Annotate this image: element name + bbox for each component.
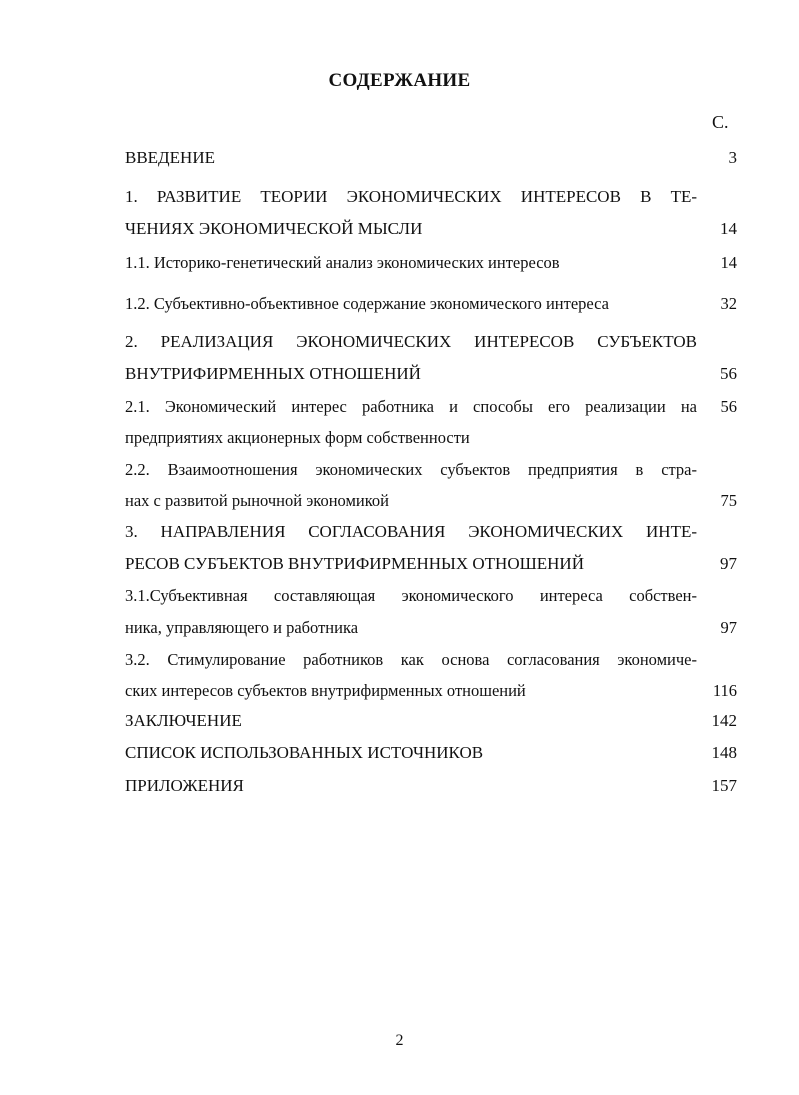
toc-entry-page: 157	[711, 776, 737, 795]
toc-section-3-1-line2[interactable]	[125, 618, 737, 638]
toc-entry-page: 75	[720, 491, 737, 510]
toc-section-2-2-line1[interactable]	[125, 460, 737, 480]
toc-section-3-2-line2[interactable]	[125, 681, 737, 701]
toc-entry-page: 14	[720, 219, 737, 238]
toc-entry-text: предприятиях акционерных форм собственности	[125, 428, 470, 447]
toc-entry-text: 2. РЕАЛИЗАЦИЯ ЭКОНОМИЧЕСКИХ ИНТЕРЕСОВ СУБЪЕКТОВ	[125, 332, 697, 351]
toc-chapter-3-line2[interactable]	[125, 554, 737, 574]
toc-chapter-1-line2[interactable]	[125, 219, 737, 239]
toc-section-1-2[interactable]	[125, 294, 737, 314]
toc-section-2-2-line2[interactable]	[125, 491, 737, 511]
toc-chapter-1-line1[interactable]	[125, 187, 737, 207]
toc-chapter-2-line1[interactable]	[125, 332, 737, 352]
page-number: 2	[395, 1032, 404, 1049]
toc-entry-text: 2.2. Взаимоотношения экономических субъектов предприятия в стра-	[125, 460, 697, 479]
toc-entry-page: 116	[712, 681, 737, 700]
toc-section-2-1-line2[interactable]	[125, 428, 737, 448]
toc-section-1-1[interactable]	[125, 253, 737, 273]
toc-entry-text: ских интересов субъектов внутрифирменных отношений	[125, 681, 526, 700]
toc-entry-text: ЧЕНИЯХ ЭКОНОМИЧЕСКОЙ МЫСЛИ	[125, 219, 423, 238]
toc-entry-sources[interactable]	[125, 743, 737, 763]
toc-entry-page: 14	[720, 253, 737, 272]
toc-entry-page: 148	[711, 743, 737, 762]
toc-section-2-1-line1[interactable]	[125, 397, 737, 417]
toc-chapter-2-line2[interactable]	[125, 364, 737, 384]
toc-entry-page: 56	[720, 397, 737, 416]
toc-entry-text: СПИСОК ИСПОЛЬЗОВАННЫХ ИСТОЧНИКОВ	[125, 743, 484, 762]
toc-entry-appendix[interactable]	[125, 776, 737, 796]
toc-entry-text: РЕСОВ СУБЪЕКТОВ ВНУТРИФИРМЕННЫХ ОТНОШЕНИЙ	[125, 554, 584, 573]
toc-entry-text: нах с развитой рыночной экономикой	[125, 491, 390, 510]
toc-entry-text: 2.1. Экономический интерес работника и способы его реализации на	[125, 397, 697, 416]
toc-entry-page: 97	[720, 554, 737, 573]
toc-entry-text: ВНУТРИФИРМЕННЫХ ОТНОШЕНИЙ	[125, 364, 421, 383]
toc-chapter-3-line1[interactable]	[125, 522, 737, 542]
toc-entry-text: ПРИЛОЖЕНИЯ	[125, 776, 244, 795]
toc-entry-page: 32	[720, 294, 737, 313]
toc-entry-conclusion[interactable]	[125, 711, 737, 731]
toc-entry-page: 56	[720, 364, 737, 383]
toc-entry-text: 3. НАПРАВЛЕНИЯ СОГЛАСОВАНИЯ ЭКОНОМИЧЕСКИХ ИНТЕ-	[125, 522, 697, 541]
toc-entry-text: 1.1. Историко-генетический анализ экономических интересов	[125, 253, 560, 272]
toc-section-3-1-line1[interactable]	[125, 586, 737, 606]
toc-entry-text: ВВЕДЕНИЕ	[125, 148, 215, 167]
toc-title: СОДЕРЖАНИЕ	[328, 70, 471, 91]
toc-entry-page: 97	[720, 618, 737, 637]
toc-entry-page: 3	[728, 148, 737, 167]
toc-entry-page: 142	[711, 711, 737, 730]
toc-section-3-2-line1[interactable]	[125, 650, 737, 670]
toc-entry-text: 1. РАЗВИТИЕ ТЕОРИИ ЭКОНОМИЧЕСКИХ ИНТЕРЕСОВ В ТЕ-	[125, 187, 697, 206]
toc-entry-text: 3.1.Субъективная составляющая экономического интереса собствен-	[125, 586, 697, 605]
toc-entry-text: ЗАКЛЮЧЕНИЕ	[125, 711, 242, 730]
toc-entry-text: 1.2. Субъективно-объективное содержание экономического интереса	[125, 294, 609, 313]
page-column-label: С.	[712, 112, 729, 132]
toc-entry-introduction[interactable]	[125, 148, 737, 168]
toc-entry-text: ника, управляющего и работника	[125, 618, 359, 637]
toc-entry-text: 3.2. Стимулирование работников как основа согласования экономиче-	[125, 650, 697, 669]
